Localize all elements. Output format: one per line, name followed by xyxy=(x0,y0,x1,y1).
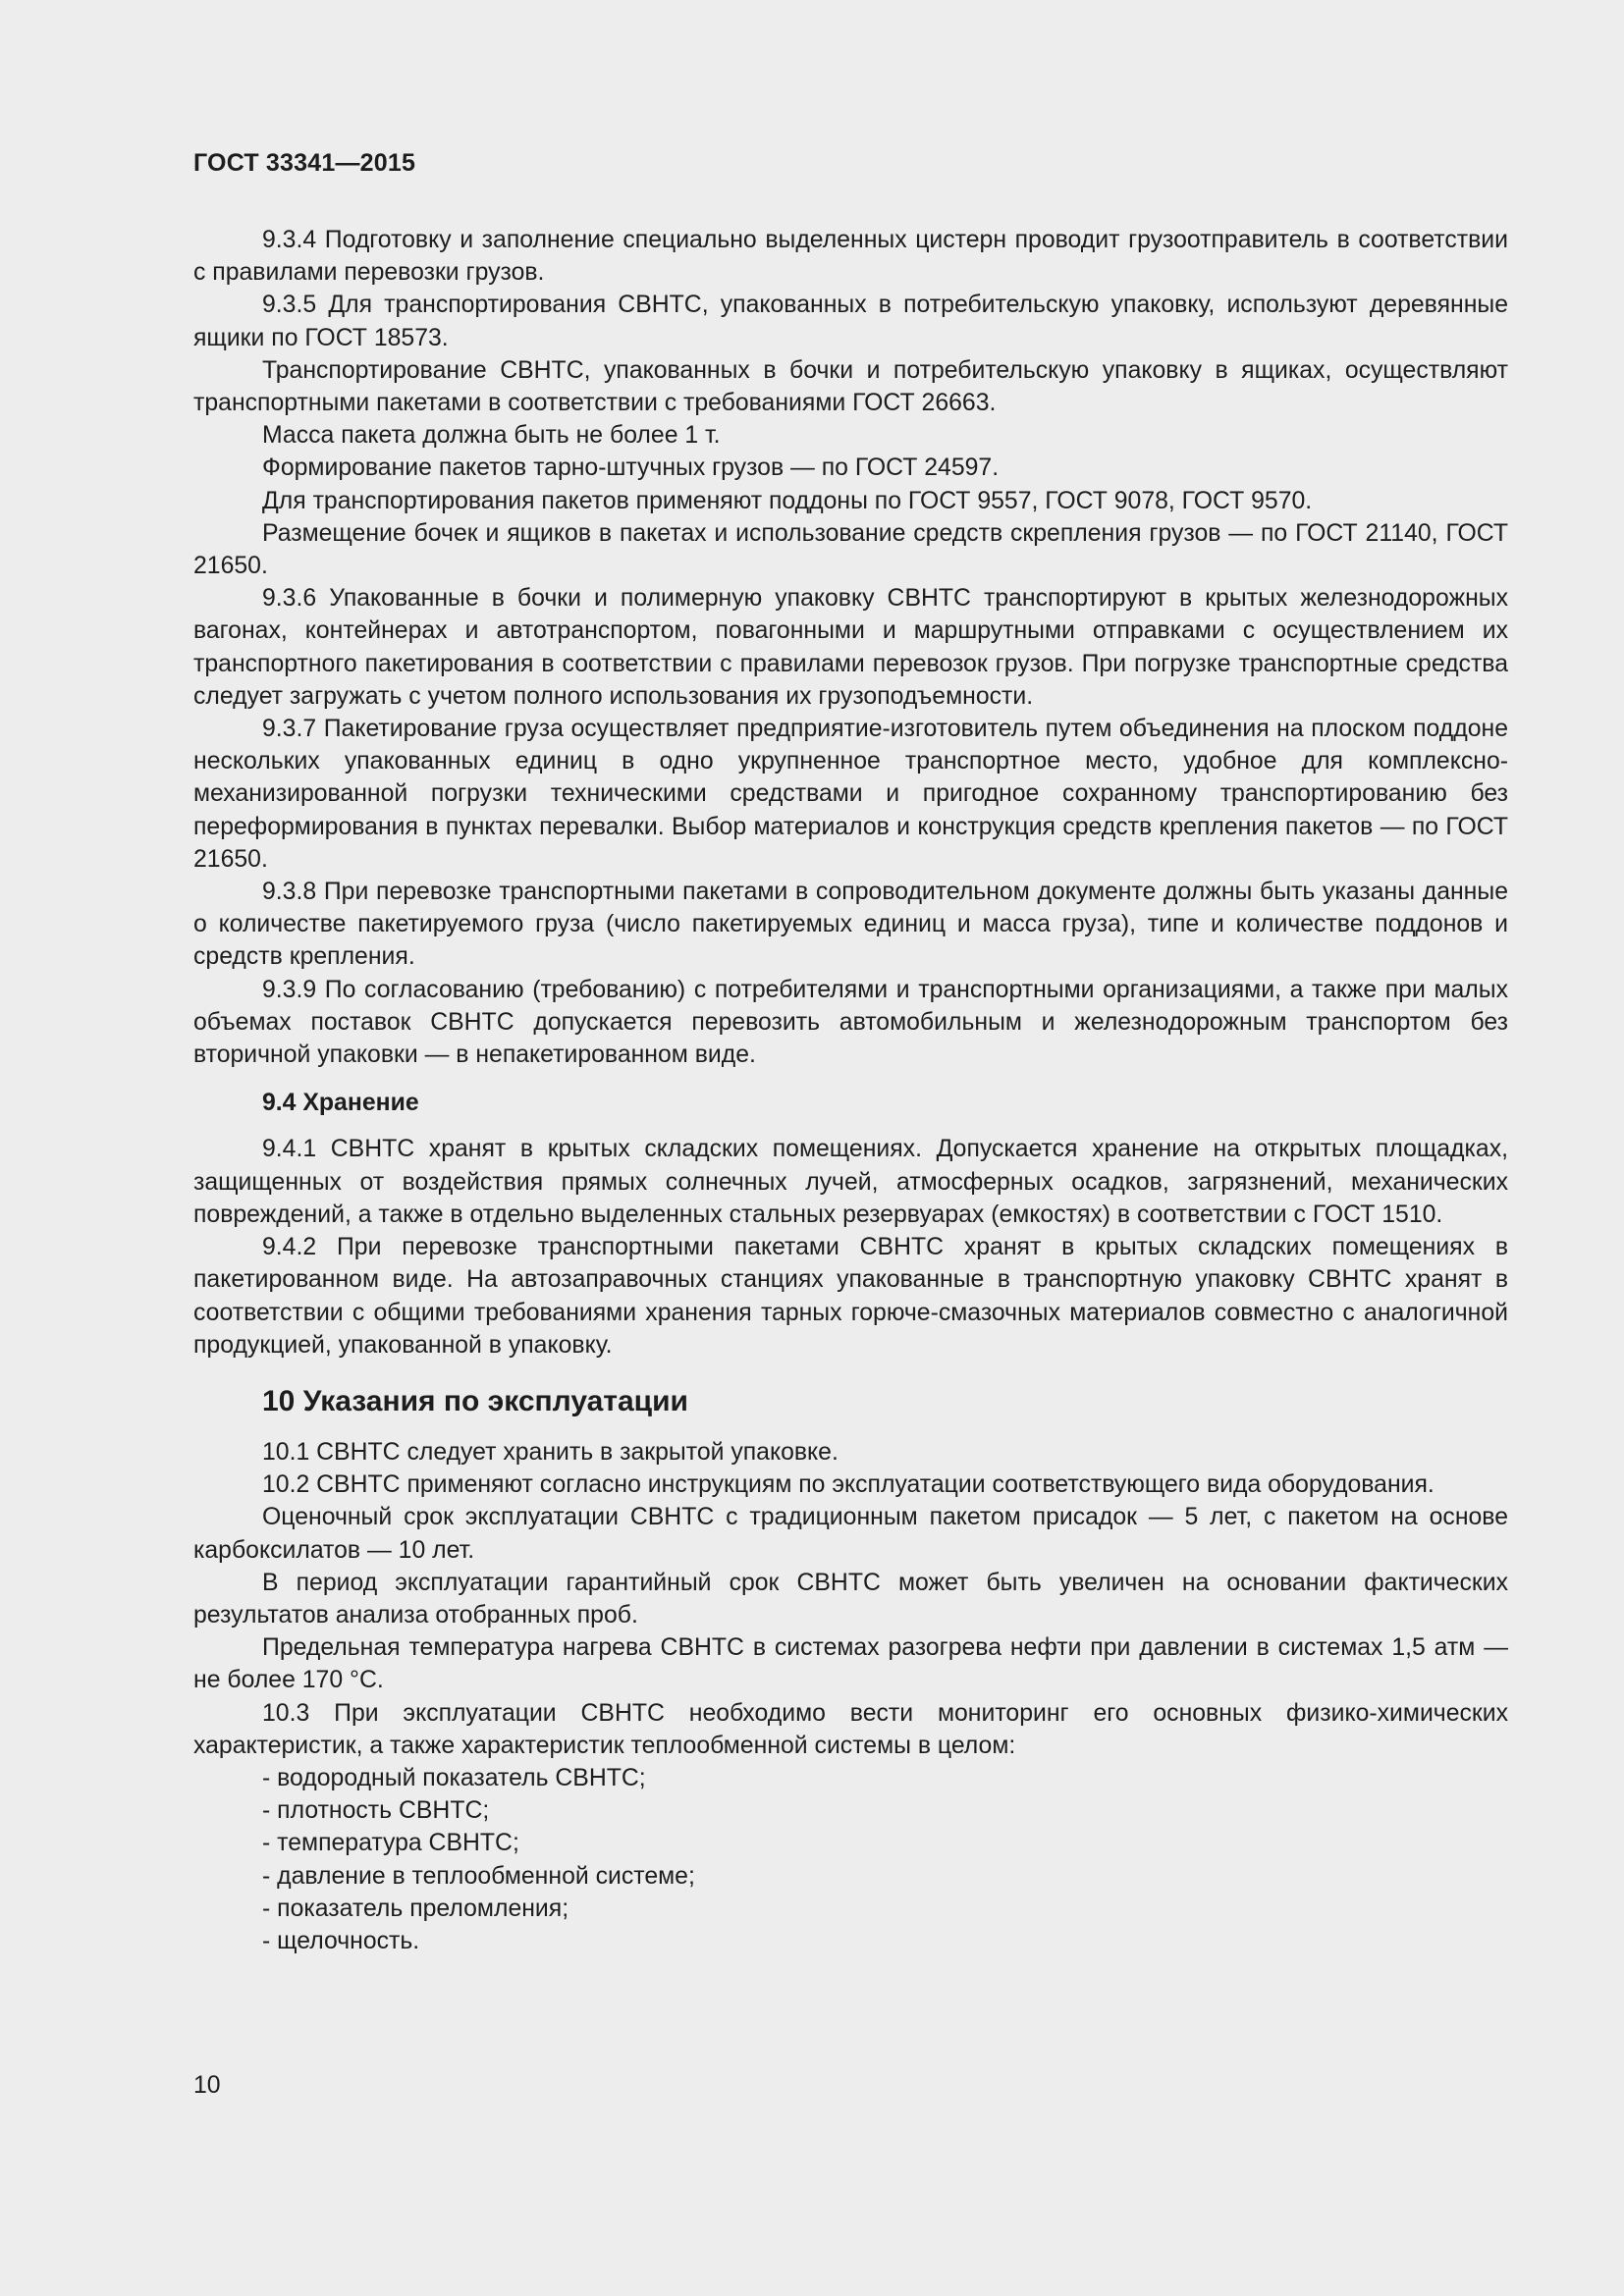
list-item: - щелочность. xyxy=(262,1927,420,1954)
paragraph-placement: Размещение бочек и ящиков в пакетах и использование средств скрепления грузов — по ГОСТ 21140, ГОСТ 21650. xyxy=(193,519,1508,580)
paragraph-mass: Масса пакета должна быть не более 1 т. xyxy=(262,422,721,450)
paragraph-max-temperature: Предельная температура нагрева СВНТС в системах разогрева нефти при давлении в системах 1,5 атм — не более 170 °С. xyxy=(193,1634,1508,1694)
paragraph-packaging: Транспортирование СВНТС, упакованных в бочки и потребительскую упаковку в ящиках, осуществляют транспортными пакетами в соответствии с требованиями ГОСТ 26663. xyxy=(193,356,1508,417)
paragraph-service-life: Оценочный срок эксплуатации СВНТС с традиционным пакетом присадок — 5 лет, с пакетом на основе карбоксилатов — 10 лет. xyxy=(193,1504,1508,1564)
subsection-heading-storage: 9.4 Хранение xyxy=(262,1090,419,1117)
paragraph-9-3-6: 9.3.6 Упакованные в бочки и полимерную упаковку СВНТС транспортируют в крытых железнодорожных вагонах, контейнерах и автотранспортом, повагонными и маршрутными отправками с осуществлением их транспортного пакетирования в соответствии с правилами перевозок грузов. При погрузке транспортные средства следует загружать с учетом полного использования их грузоподъемности. xyxy=(193,585,1508,710)
paragraph-9-3-7: 9.3.7 Пакетирование груза осуществляет предприятие-изготовитель путем объединения на плоском поддоне нескольких упакованных единиц в одно укрупненное транспортное место, удобное для комплексно-механизированной погрузки техническими средствами и пригодное сохранному транспортированию без переформирования в пунктах перевалки. Выбор материалов и конструкция средств крепления пакетов — по ГОСТ 21650. xyxy=(193,716,1508,873)
paragraph-10-3: 10.3 При эксплуатации СВНТС необходимо вести мониторинг его основных физико-химических характеристик, а также характеристик теплообменной системы в целом: xyxy=(193,1699,1508,1759)
list-item: - температура СВНТС; xyxy=(262,1830,519,1857)
list-item: - водородный показатель СВНТС; xyxy=(262,1764,646,1791)
section-heading-operation: 10 Указания по эксплуатации xyxy=(262,1384,689,1417)
document-code: ГОСТ 33341—2015 xyxy=(193,149,416,177)
paragraph-9-4-1: 9.4.1 СВНТС хранят в крытых складских помещениях. Допускается хранение на открытых площадках, защищенных от воздействия прямых солнечных лучей, атмосферных осадков, загрязнений, механических повреждений, а также в отдельно выделенных стальных резервуарах (емкостях) в соответствии с ГОСТ 1510. xyxy=(193,1136,1508,1228)
paragraph-warranty: В период эксплуатации гарантийный срок СВНТС может быть увеличен на основании фактических результатов анализа отобранных проб. xyxy=(193,1569,1508,1629)
list-item: - плотность СВНТС; xyxy=(262,1797,490,1825)
paragraph-10-2: 10.2 СВНТС применяют согласно инструкциям по эксплуатации соответствующего вида оборудования. xyxy=(262,1471,1435,1499)
list-item: - показатель преломления; xyxy=(262,1895,569,1922)
paragraph-9-3-9: 9.3.9 По согласованию (требованию) с потребителями и транспортными организациями, а также при малых объемах поставок СВНТС допускается перевозить автомобильным и железнодорожным транспортом без вторичной упаковки — в непакетированном виде. xyxy=(193,976,1508,1069)
paragraph-9-4-2: 9.4.2 При перевозке транспортными пакетами СВНТС хранят в крытых складских помещениях в пакетированном виде. На автозаправочных станциях упакованные в транспортную упаковку СВНТС хранят в соответствии с общими требованиями хранения тарных горюче-смазочных материалов совместно с аналогичной продукцией, упакованной в упаковку. xyxy=(193,1234,1508,1359)
list-item: - давление в теплообменной системе; xyxy=(262,1862,695,1890)
monitoring-list xyxy=(193,1762,1508,1957)
paragraph-10-1: 10.1 СВНТС следует хранить в закрытой упаковке. xyxy=(262,1438,839,1466)
paragraph-pallets: Для транспортирования пакетов применяют поддоны по ГОСТ 9557, ГОСТ 9078, ГОСТ 9570. xyxy=(262,487,1313,514)
page-content xyxy=(193,224,1508,1957)
page-number: 10 xyxy=(193,2072,221,2099)
paragraph-9-3-5: 9.3.5 Для транспортирования СВНТС, упакованных в потребительскую упаковку, используют деревянные ящики по ГОСТ 18573. xyxy=(193,292,1508,351)
paragraph-9-3-8: 9.3.8 При перевозке транспортными пакетами в сопроводительном документе должны быть указаны данные о количестве пакетируемого груза (число пакетируемых единиц и масса груза), типе и количестве поддонов и средств крепления. xyxy=(193,879,1508,971)
paragraph-forming: Формирование пакетов тарно-штучных грузов — по ГОСТ 24597. xyxy=(262,454,1000,482)
paragraph-9-3-4: 9.3.4 Подготовку и заполнение специально выделенных цистерн проводит грузоотправитель в соответствии с правилами перевозки грузов. xyxy=(193,227,1508,287)
